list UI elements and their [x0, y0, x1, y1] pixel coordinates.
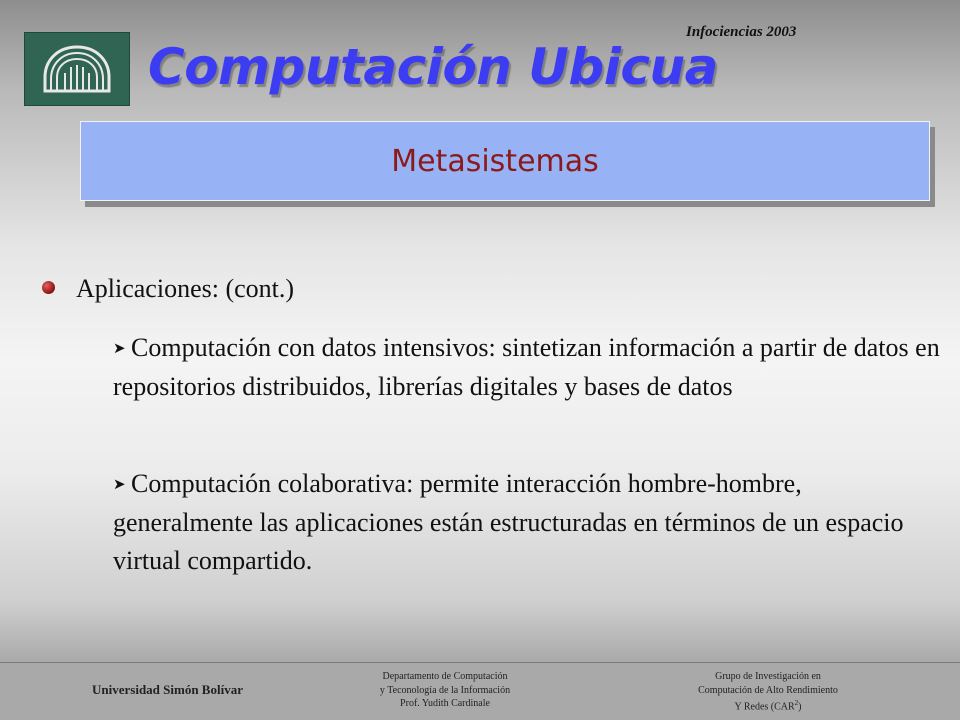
footer-university: Universidad Simón Bolívar: [92, 682, 243, 697]
arrowhead-bullet-icon: ➤: [113, 477, 126, 493]
arrowhead-bullet-icon: ➤: [113, 341, 126, 357]
bullet-heading: Aplicaciones: (cont.): [76, 274, 295, 303]
footer-department-line: y Teconología de la Información: [379, 684, 511, 696]
page-title: Computación Ubicua: [148, 38, 718, 96]
event-label: Infociencias 2003: [686, 24, 797, 40]
list-item: [113, 329, 948, 406]
list-item-text: Computación colaborativa: permite interacción hombre-hombre, generalmente las aplicaciones están estructuradas en términos de un espacio virtual compartido.: [113, 469, 904, 575]
list-item: [113, 465, 948, 580]
footer-department: [340, 670, 550, 711]
section-title-box: [80, 121, 930, 201]
section-title: Metasistemas: [391, 143, 599, 179]
list-item-text: Computación con datos intensivos: sintetizan información a partir de datos en repositorios distribuidos, librerías digitales y bases de datos: [113, 333, 940, 401]
footer-group-line: Y Redes (CAR$^2$): [734, 699, 802, 713]
footer-department-line: Departamento de Computación: [382, 671, 508, 682]
footer-research-group: [668, 670, 868, 714]
footer-divider: [0, 662, 960, 663]
footer-group-line: Grupo de Investigación en: [715, 671, 821, 682]
footer-group-line: Computación de Alto Rendimiento: [698, 684, 838, 696]
footer-department-line: Prof. Yudith Cardinale: [400, 698, 490, 709]
usb-logo-icon: [24, 32, 130, 106]
round-bullet-icon: [42, 281, 55, 294]
